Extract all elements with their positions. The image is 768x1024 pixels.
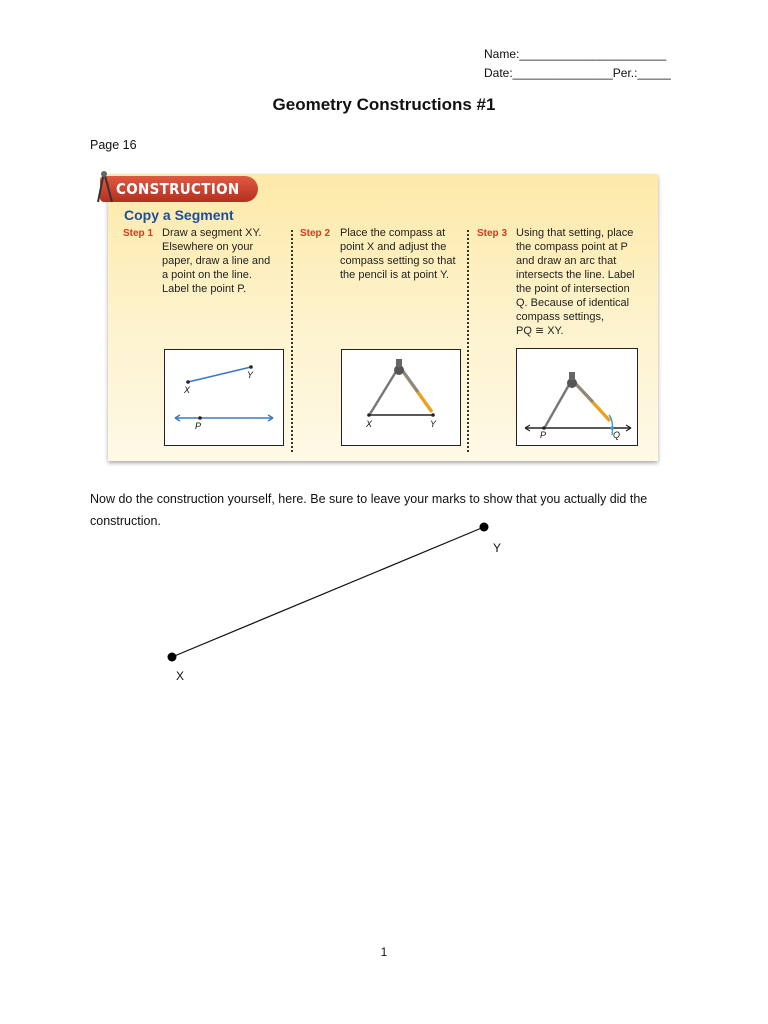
point-p-label: P (195, 421, 202, 431)
page-title: Geometry Constructions #1 (272, 95, 496, 114)
step-2-text: Place the compass at point X and adjust the compass setting so that the pencil is at point Y. (340, 227, 456, 281)
point-y-label: Y (430, 419, 437, 429)
page-number: 1 (380, 945, 388, 959)
date-period-field[interactable]: Date:_______________Per.:_____ (484, 66, 671, 80)
step-1-label: Step 1 (123, 228, 154, 239)
work-point-y (480, 523, 489, 532)
instruction-text: Now do the construction yourself, here. Be sure to leave your marks to show that you actually did the construction. (90, 492, 648, 528)
step-3-label: Step 3 (477, 228, 508, 239)
construction-subtitle: Copy a Segment (124, 207, 234, 223)
step-2-label: Step 2 (300, 228, 331, 239)
point-x-label: X (366, 419, 373, 429)
work-point-x-label: X (176, 669, 185, 683)
point-p-label: P (540, 430, 547, 440)
point-q-label: Q (613, 430, 621, 440)
point-y-label: Y (247, 370, 254, 380)
step-1-text: Draw a segment XY. Elsewhere on your paper, draw a line and a point on the line. Label the point P. (162, 227, 271, 295)
name-field[interactable]: Name:______________________ (484, 47, 667, 61)
work-point-y-label: Y (493, 541, 502, 555)
banner-label: CONSTRUCTION (116, 180, 240, 198)
step-3-text: Using that setting, place the compass point at P and draw an arc that intersects the line. Label the point of intersection Q. Because of identical compass settings, PQ ≅ XY. (516, 227, 635, 337)
page-reference: Page 16 (90, 138, 137, 152)
point-x-label: X (184, 385, 191, 395)
work-point-x (168, 653, 177, 662)
